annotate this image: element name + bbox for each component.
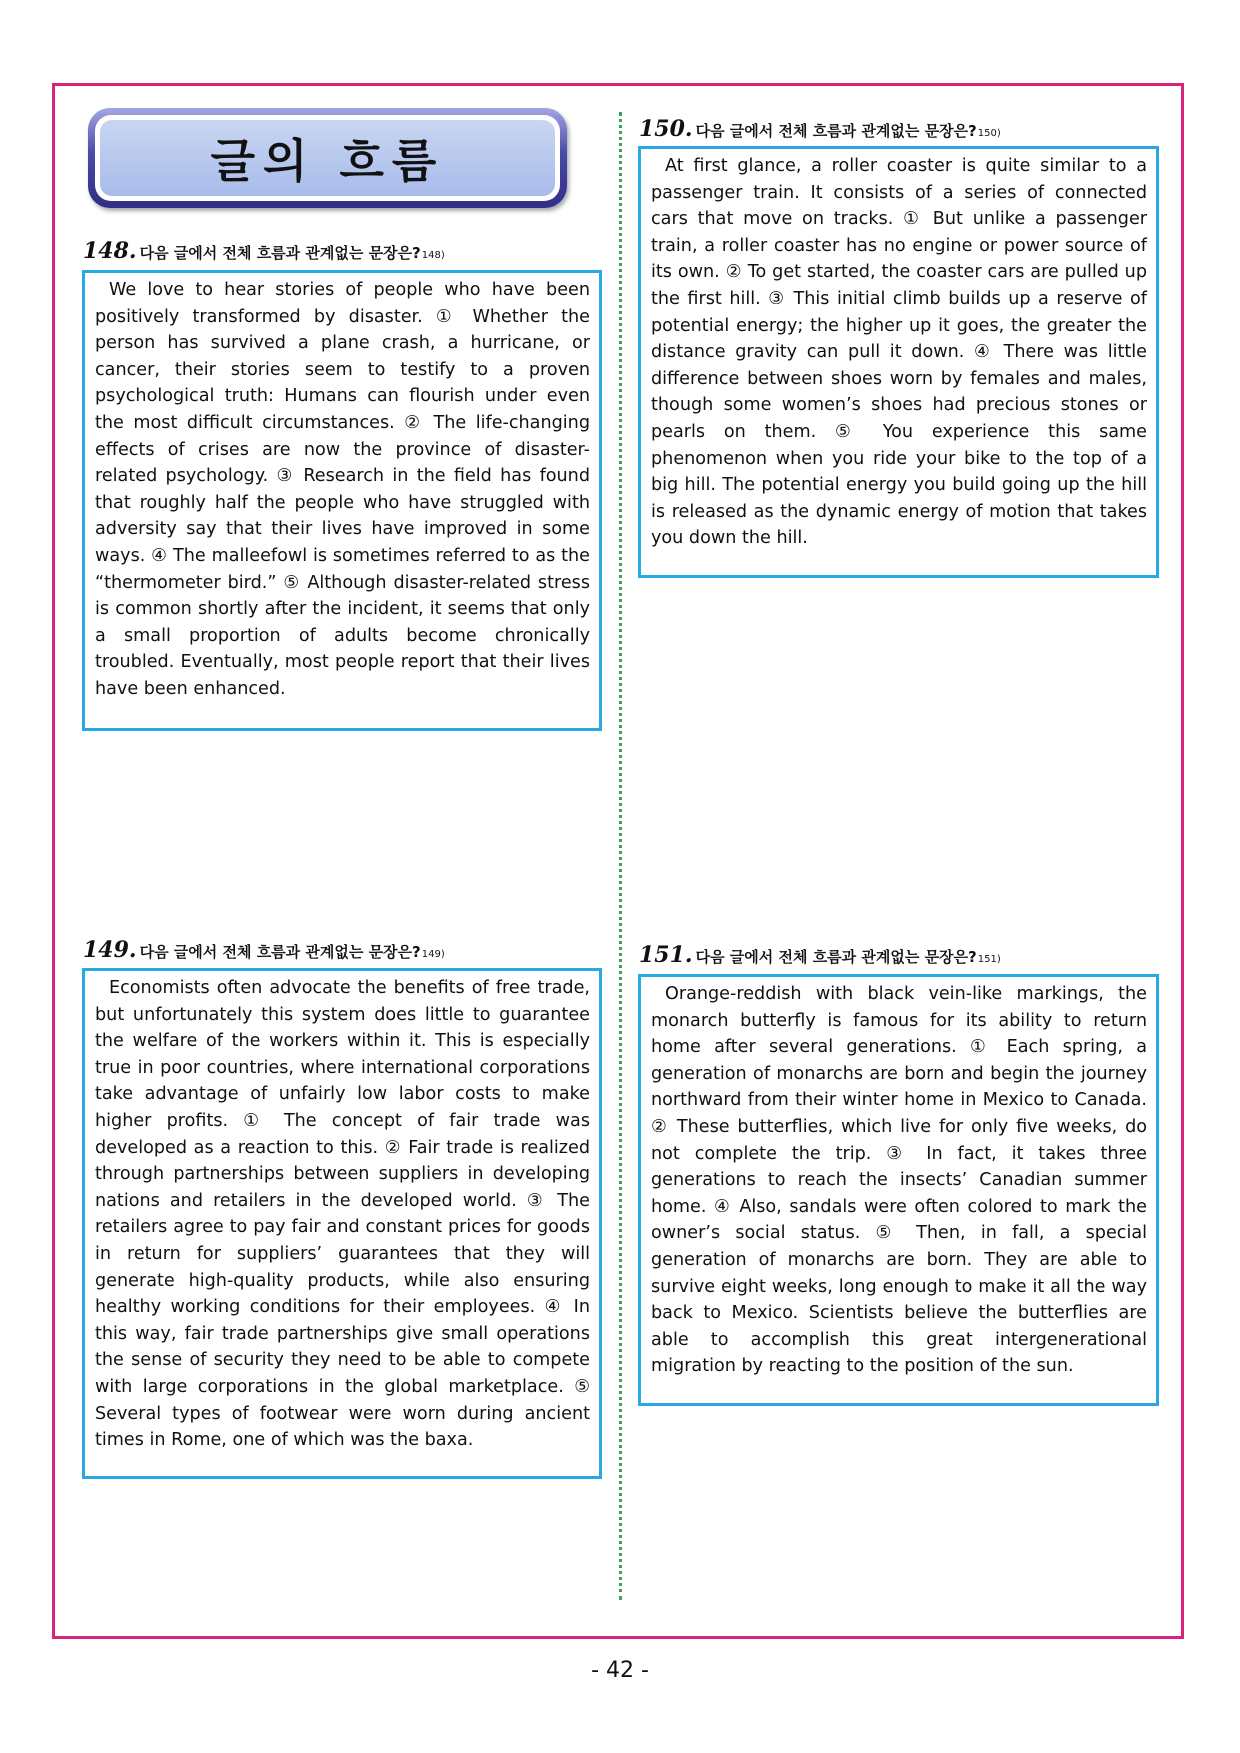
passage-text: We love to hear stories of people who have been positively transformed by disaster. ① Whether the person has survived a plane crash, a hurricane, or cancer, their stories seem to testify to a proven psychological truth: Humans can flourish under even the most difficult circumstances. ② The life-changing effects of crises are now the province of disaster-related psychology. ③ Research in the field has found that roughly half the people who have struggled with adversity say that their lives have improved in some ways. ④ The malleefowl is sometimes referred to as the “thermometer bird.” ⑤ Although disaster-related stress is common shortly after the incident, it seems that only a small proportion of adults become chronically troubled. Eventually, most people report that their lives have been enhanced. bbox=[95, 280, 590, 699]
question-heading-148 bbox=[83, 238, 445, 264]
question-prompt: 다음 글에서 전체 흐름과 관계없는 문장은? bbox=[139, 943, 421, 961]
question-footnote-ref: 151) bbox=[977, 954, 1001, 965]
title-banner-ring bbox=[95, 115, 560, 201]
question-number: 149. bbox=[83, 937, 137, 963]
section-title: 글의 흐름 bbox=[210, 134, 445, 188]
question-prompt: 다음 글에서 전체 흐름과 관계없는 문장은? bbox=[695, 948, 977, 966]
question-footnote-ref: 148) bbox=[421, 250, 445, 261]
passage-text: Orange-reddish with black vein-like markings, the monarch butterfly is famous for its ability to return home after several generations. ① Each spring, a generation of monarchs are born and begin the journey northward from their winter home in Mexico to Canada. ② These butterflies, which live for only five weeks, do not complete the trip. ③ In fact, it takes three generations to reach the insects’ Canadian summer home. ④ Also, sandals were often colored to mark the owner’s social status. ⑤ Then, in fall, a special generation of monarchs are born. They are able to survive eight weeks, long enough to make it all the way back to Mexico. Scientists believe the butterflies are able to accomplish this great intergenerational migration by reacting to the position of the sun. bbox=[651, 984, 1147, 1377]
question-footnote-ref: 150) bbox=[977, 128, 1001, 139]
passage-box-148 bbox=[82, 270, 602, 731]
page-number: - 42 - bbox=[591, 1658, 649, 1683]
question-heading-149 bbox=[83, 937, 445, 963]
question-number: 151. bbox=[639, 942, 693, 968]
question-prompt: 다음 글에서 전체 흐름과 관계없는 문장은? bbox=[139, 244, 421, 262]
title-banner-inner bbox=[100, 120, 555, 196]
question-heading-150 bbox=[639, 116, 1001, 142]
passage-box-149 bbox=[82, 968, 602, 1479]
column-divider bbox=[619, 112, 622, 1600]
question-number: 148. bbox=[83, 238, 137, 264]
passage-box-150 bbox=[638, 146, 1159, 578]
question-number: 150. bbox=[639, 116, 693, 142]
question-prompt: 다음 글에서 전체 흐름과 관계없는 문장은? bbox=[695, 122, 977, 140]
passage-box-151 bbox=[638, 974, 1159, 1406]
section-title-banner bbox=[88, 108, 567, 208]
passage-text: Economists often advocate the benefits of free trade, but unfortunately this system does little to guarantee the welfare of the workers within it. This is especially true in poor countries, where international corporations take advantage of unfairly low labor costs to make higher profits. ① The concept of fair trade was developed as a reaction to this. ② Fair trade is realized through partnerships between suppliers in developing nations and retailers in the developed world. ③ The retailers agree to pay fair and constant prices for goods in return for suppliers’ guarantees that they will generate high-quality products, while also ensuring healthy working conditions for their employees. ④ In this way, fair trade partnerships give small operations the sense of security they need to be able to compete with large corporations in the global marketplace. ⑤ Several types of footwear were worn during ancient times in Rome, one of which was the baxa. bbox=[95, 978, 590, 1451]
question-heading-151 bbox=[639, 942, 1001, 968]
passage-text: At first glance, a roller coaster is quite similar to a passenger train. It consists of a series of connected cars that move on tracks. ① But unlike a passenger train, a roller coaster has no engine or power source of its own. ② To get started, the coaster cars are pulled up the first hill. ③ This initial climb builds up a reserve of potential energy; the higher up it goes, the greater the distance gravity can pull it down. ④ There was little difference between shoes worn by females and males, though some women’s shoes had precious stones or pearls on them. ⑤ You experience this same phenomenon when you ride your bike to the top of a big hill. The potential energy you build going up the hill is released as the dynamic energy of motion that takes you down the hill. bbox=[651, 156, 1147, 549]
question-footnote-ref: 149) bbox=[421, 949, 445, 960]
